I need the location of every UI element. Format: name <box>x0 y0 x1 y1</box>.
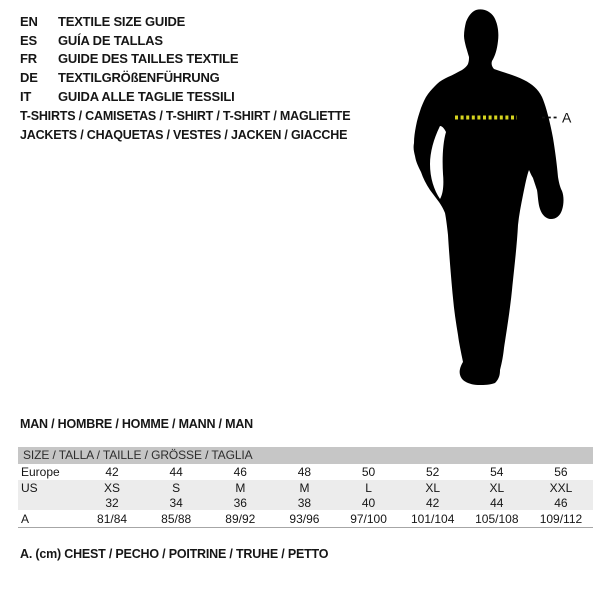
table-row-chest-a <box>18 510 593 528</box>
section-title-man: MAN / HOMBRE / HOMME / MANN / MAN <box>20 417 253 431</box>
table-row-numeric <box>18 495 593 510</box>
table-cell: XL <box>489 480 505 495</box>
table-cell: 44 <box>169 465 183 479</box>
table-cell: 32 <box>105 495 119 510</box>
language-code: FR <box>20 51 37 67</box>
table-cell: 42 <box>105 465 119 479</box>
table-cell: 42 <box>426 495 440 510</box>
table-cell: 85/88 <box>161 511 192 526</box>
language-code: EN <box>20 14 38 29</box>
table-cell: M <box>235 480 246 495</box>
table-row-us <box>18 480 593 495</box>
measure-label-a: A <box>562 109 572 126</box>
table-cell: M <box>299 480 310 495</box>
language-row <box>20 69 238 88</box>
table-cell: 93/96 <box>289 511 320 526</box>
size-table <box>18 447 593 528</box>
man-silhouette-svg <box>390 0 600 410</box>
language-list <box>20 13 238 107</box>
table-cell: L <box>365 480 372 495</box>
table-cell: 89/92 <box>225 511 256 526</box>
table-cell: 44 <box>490 495 504 510</box>
table-cell: S <box>172 480 181 495</box>
language-label: GUIDE DES TAILLES TEXTILE <box>58 51 239 67</box>
table-cell: XL <box>425 480 441 495</box>
size-table-header: SIZE / TALLA / TAILLE / GRÖSSE / TAGLIA <box>18 447 593 464</box>
language-row <box>20 13 238 32</box>
table-row-europe <box>18 464 593 480</box>
row-label: US <box>21 480 38 495</box>
table-cell: 46 <box>554 495 568 510</box>
language-row <box>20 88 238 107</box>
language-row <box>20 50 238 69</box>
table-cell: 101/104 <box>410 511 455 526</box>
table-cell: 50 <box>361 465 376 479</box>
garment-categories <box>20 107 350 144</box>
table-cell: 38 <box>297 495 312 510</box>
table-cell: XXL <box>549 480 573 495</box>
row-label: A <box>21 511 30 526</box>
table-cell: 34 <box>169 495 183 510</box>
category-line-tshirts: T-SHIRTS / CAMISETAS / T-SHIRT / T-SHIRT / MAGLIETTE <box>20 109 351 123</box>
table-cell: 46 <box>233 465 247 479</box>
table-cell: 81/84 <box>97 511 128 526</box>
man-silhouette-figure <box>390 0 600 410</box>
language-code: ES <box>20 32 37 48</box>
language-row <box>20 32 238 51</box>
table-cell: 40 <box>361 495 376 510</box>
table-cell: 105/108 <box>475 511 519 526</box>
table-cell: 48 <box>297 465 312 479</box>
language-code: DE <box>20 70 38 86</box>
language-label: TEXTILGRÖßENFÜHRUNG <box>58 70 220 86</box>
table-cell: 109/112 <box>539 511 583 526</box>
table-cell: 56 <box>554 465 568 479</box>
language-label: TEXTILE SIZE GUIDE <box>58 14 186 29</box>
language-code: IT <box>20 88 32 104</box>
category-line-jackets: JACKETS / CHAQUETAS / VESTES / JACKEN / GIACCHE <box>20 127 348 142</box>
row-label: Europe <box>21 465 60 479</box>
table-cell: 97/100 <box>350 511 387 526</box>
language-label: GUIDA ALLE TAGLIE TESSILI <box>58 88 235 104</box>
table-cell: XS <box>104 480 121 495</box>
table-cell: 54 <box>490 465 504 479</box>
table-cell: 52 <box>426 465 440 479</box>
footnote-chest-measure: A. (cm) CHEST / PECHO / POITRINE / TRUHE / PETTO <box>20 547 329 561</box>
table-cell: 36 <box>233 495 247 510</box>
language-label: GUÍA DE TALLAS <box>58 32 163 48</box>
man-silhouette <box>414 9 564 385</box>
